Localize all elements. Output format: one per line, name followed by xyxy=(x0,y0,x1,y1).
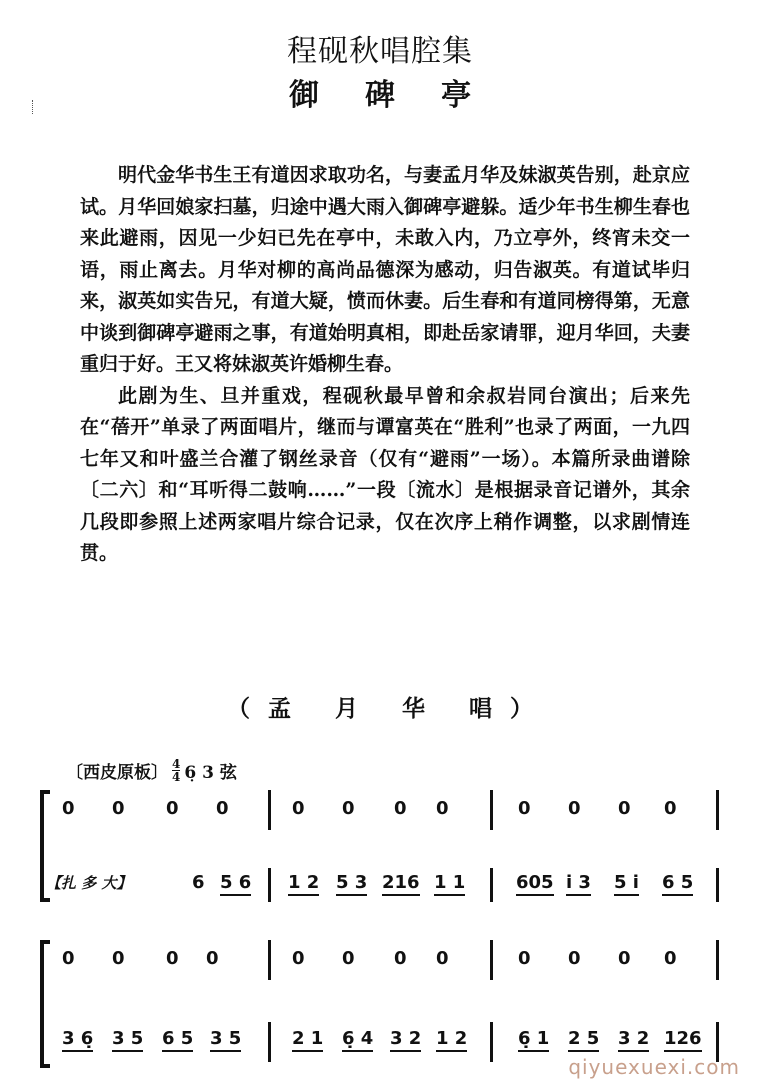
intro-paragraph-1: 明代金华书生王有道因求取功名，与妻孟月华及妹淑英告别，赴京应试。月华回娘家扫墓，归途中遇大雨入御碑亭避躲。适少年书生柳生春也来此避雨，因见一少妇已先在亭中，未敢入内，乃立亭外，终宵未交一语，雨止离去。月华对柳的高尚品德深为感动，归告淑英。有道试毕归来，淑英如实告兄，有道大疑，愤而休妻。后生春和有道同榜得第，无意中谈到御碑亭避雨之事，有道始明真相，即赴岳家请罪，迎月华回，夫妻重归于好。王又将妹淑英许婚柳生春。 xyxy=(80,164,690,375)
rest-note: 0 xyxy=(166,798,179,819)
rest-note: 0 xyxy=(436,798,449,819)
melody-row xyxy=(40,1028,730,1056)
intro-paragraph-2: 此剧为生、旦并重戏，程砚秋最早曾和余叔岩同台演出；后来先在“蓓开”单录了两面唱片，继而与谭富英在“胜利”也录了两面，一九四七年又和叶盛兰合灌了钢丝录音（仅有“避雨”一场）。本篇所录曲谱除〔二六〕和“耳听得二鼓响……”一段〔流水〕是根据录音记谱外，其余几段即参照上述两家唱片综合记录，仅在次序上稍作调整，以求剧情连贯。 xyxy=(80,384,690,564)
rest-note: 0 xyxy=(436,948,449,969)
note-group: 5 3 xyxy=(336,872,367,896)
note-group: 1 2 xyxy=(436,1028,467,1052)
rest-note: 0 xyxy=(618,798,631,819)
margin-mark xyxy=(32,100,36,114)
singer-label: （孟 月 华 唱） xyxy=(226,695,552,722)
rest-note: 0 xyxy=(62,798,75,819)
rest-note: 0 xyxy=(664,798,677,819)
rest-note: 0 xyxy=(568,948,581,969)
note-group: 6 5 xyxy=(662,872,693,896)
time-signature-top: 4 xyxy=(172,757,181,771)
rest-note: 0 xyxy=(292,948,305,969)
note-group: 1 1 xyxy=(434,872,465,896)
note-group: 6̣ 4 xyxy=(342,1028,373,1052)
rest-note: 0 xyxy=(166,948,179,969)
note-group: 5 6 xyxy=(220,872,251,896)
rest-row xyxy=(40,948,730,976)
note-group: 126 xyxy=(664,1028,702,1052)
rest-note: 0 xyxy=(618,948,631,969)
piece-title: 御碑亭 xyxy=(289,78,517,113)
note-group: 605 xyxy=(516,872,554,896)
score-system-1 xyxy=(40,790,730,910)
rest-note: 0 xyxy=(342,798,355,819)
rest-note: 0 xyxy=(112,948,125,969)
note-group: 3 5 xyxy=(112,1028,143,1052)
rest-note: 0 xyxy=(216,798,229,819)
score-system-2 xyxy=(40,940,730,1070)
intro-text xyxy=(80,160,690,570)
note-group: 216 xyxy=(382,872,420,896)
note-group: 6 5 xyxy=(162,1028,193,1052)
tempo-marking: 〔西皮原板〕 xyxy=(66,763,168,783)
note-group: 3 5 xyxy=(210,1028,241,1052)
tempo-line xyxy=(66,758,237,783)
time-signature xyxy=(172,758,180,783)
note-group: 5 i xyxy=(614,872,639,896)
rest-note: 0 xyxy=(518,798,531,819)
melody-row xyxy=(40,872,730,900)
watermark: qiyuexuexi.com xyxy=(568,1055,740,1079)
note-group: 3 2 xyxy=(618,1028,649,1052)
rest-row xyxy=(40,798,730,826)
rest-note: 0 xyxy=(664,948,677,969)
note: 6 xyxy=(192,872,205,893)
note-group: 6̣ 1 xyxy=(518,1028,549,1052)
note-group: 1 2 xyxy=(288,872,319,896)
note-group: i 3 xyxy=(566,872,591,896)
note-group: 3 2 xyxy=(390,1028,421,1052)
rest-note: 0 xyxy=(394,948,407,969)
note-group: 2 5 xyxy=(568,1028,599,1052)
collection-title: 程砚秋唱腔集 xyxy=(287,34,473,69)
rest-note: 0 xyxy=(292,798,305,819)
rest-note: 0 xyxy=(206,948,219,969)
rest-note: 0 xyxy=(518,948,531,969)
note-group: 2 1 xyxy=(292,1028,323,1052)
intro-notes: 6̣ 3 弦 xyxy=(184,763,237,783)
lyric-prefix: 【扎 多 大】 xyxy=(46,874,132,892)
time-signature-bottom: 4 xyxy=(172,770,181,784)
rest-note: 0 xyxy=(112,798,125,819)
rest-note: 0 xyxy=(62,948,75,969)
rest-note: 0 xyxy=(342,948,355,969)
rest-note: 0 xyxy=(394,798,407,819)
rest-note: 0 xyxy=(568,798,581,819)
note-group: 3 6̣ xyxy=(62,1028,93,1052)
